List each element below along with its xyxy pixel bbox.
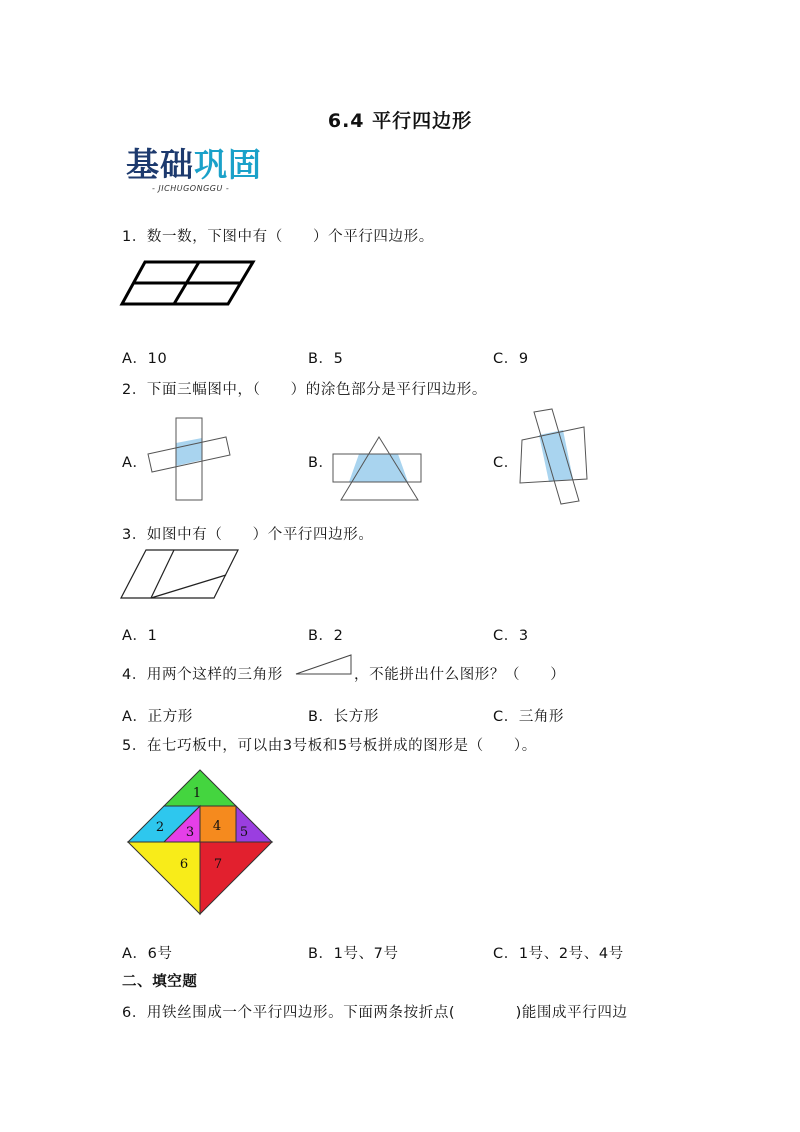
q4-option-b[interactable]: B．长方形 [308,709,379,725]
tangram-label-1: 1 [192,786,202,801]
q5-option-b[interactable]: B．1号、7号 [308,946,399,962]
logo-subtitle: - JICHUGONGGU - [152,184,230,193]
tangram-label-4: 4 [212,819,222,834]
question-1: 1．数一数，下图中有（ ）个平行四边形。 [122,229,434,245]
q5-option-c[interactable]: C．1号、2号、4号 [493,946,624,962]
tangram-piece-6 [128,842,200,914]
logo-text-part1: 基础 [126,145,194,184]
question-5: 5．在七巧板中，可以由3号板和5号板拼成的图形是（ ）。 [122,738,537,754]
q4-option-c[interactable]: C．三角形 [493,709,565,725]
q3-option-b[interactable]: B．2 [308,628,344,644]
q3-option-a[interactable]: A．1 [122,628,158,644]
tangram-label-6: 6 [179,857,189,872]
q1-option-b[interactable]: B．5 [308,351,344,367]
tangram-label-5: 5 [239,825,249,840]
question-2: 2．下面三幅图中，（ ）的涂色部分是平行四边形。 [122,382,487,398]
q2-option-c[interactable]: C． [493,455,519,471]
question-4-before: 4．用两个这样的三角形 [122,667,283,683]
q2-option-b[interactable]: B． [308,455,334,471]
question-3: 3．如图中有（ ）个平行四边形。 [122,527,374,543]
question-4-after: ，不能拼出什么图形？（ ） [354,667,566,683]
q2-option-a[interactable]: A． [122,455,148,471]
q4-option-a[interactable]: A．正方形 [122,709,193,725]
page-title: 6.4 平行四边形 [327,110,473,132]
q5-option-a[interactable]: A．6号 [122,946,173,962]
tangram-label-7: 7 [213,857,223,872]
section-heading-fill-blank: 二、填空题 [122,974,198,990]
q1-option-c[interactable]: C．9 [493,351,529,367]
logo-text-part2: 巩固 [194,145,262,184]
q1-option-a[interactable]: A．10 [122,351,168,367]
question-6: 6．用铁丝围成一个平行四边形。下面两条按折点( )能围成平行四边 [122,1005,628,1021]
q3-option-c[interactable]: C．3 [493,628,529,644]
tangram-piece-7 [200,842,272,914]
tangram-label-2: 2 [155,820,165,835]
tangram-label-3: 3 [185,825,195,840]
